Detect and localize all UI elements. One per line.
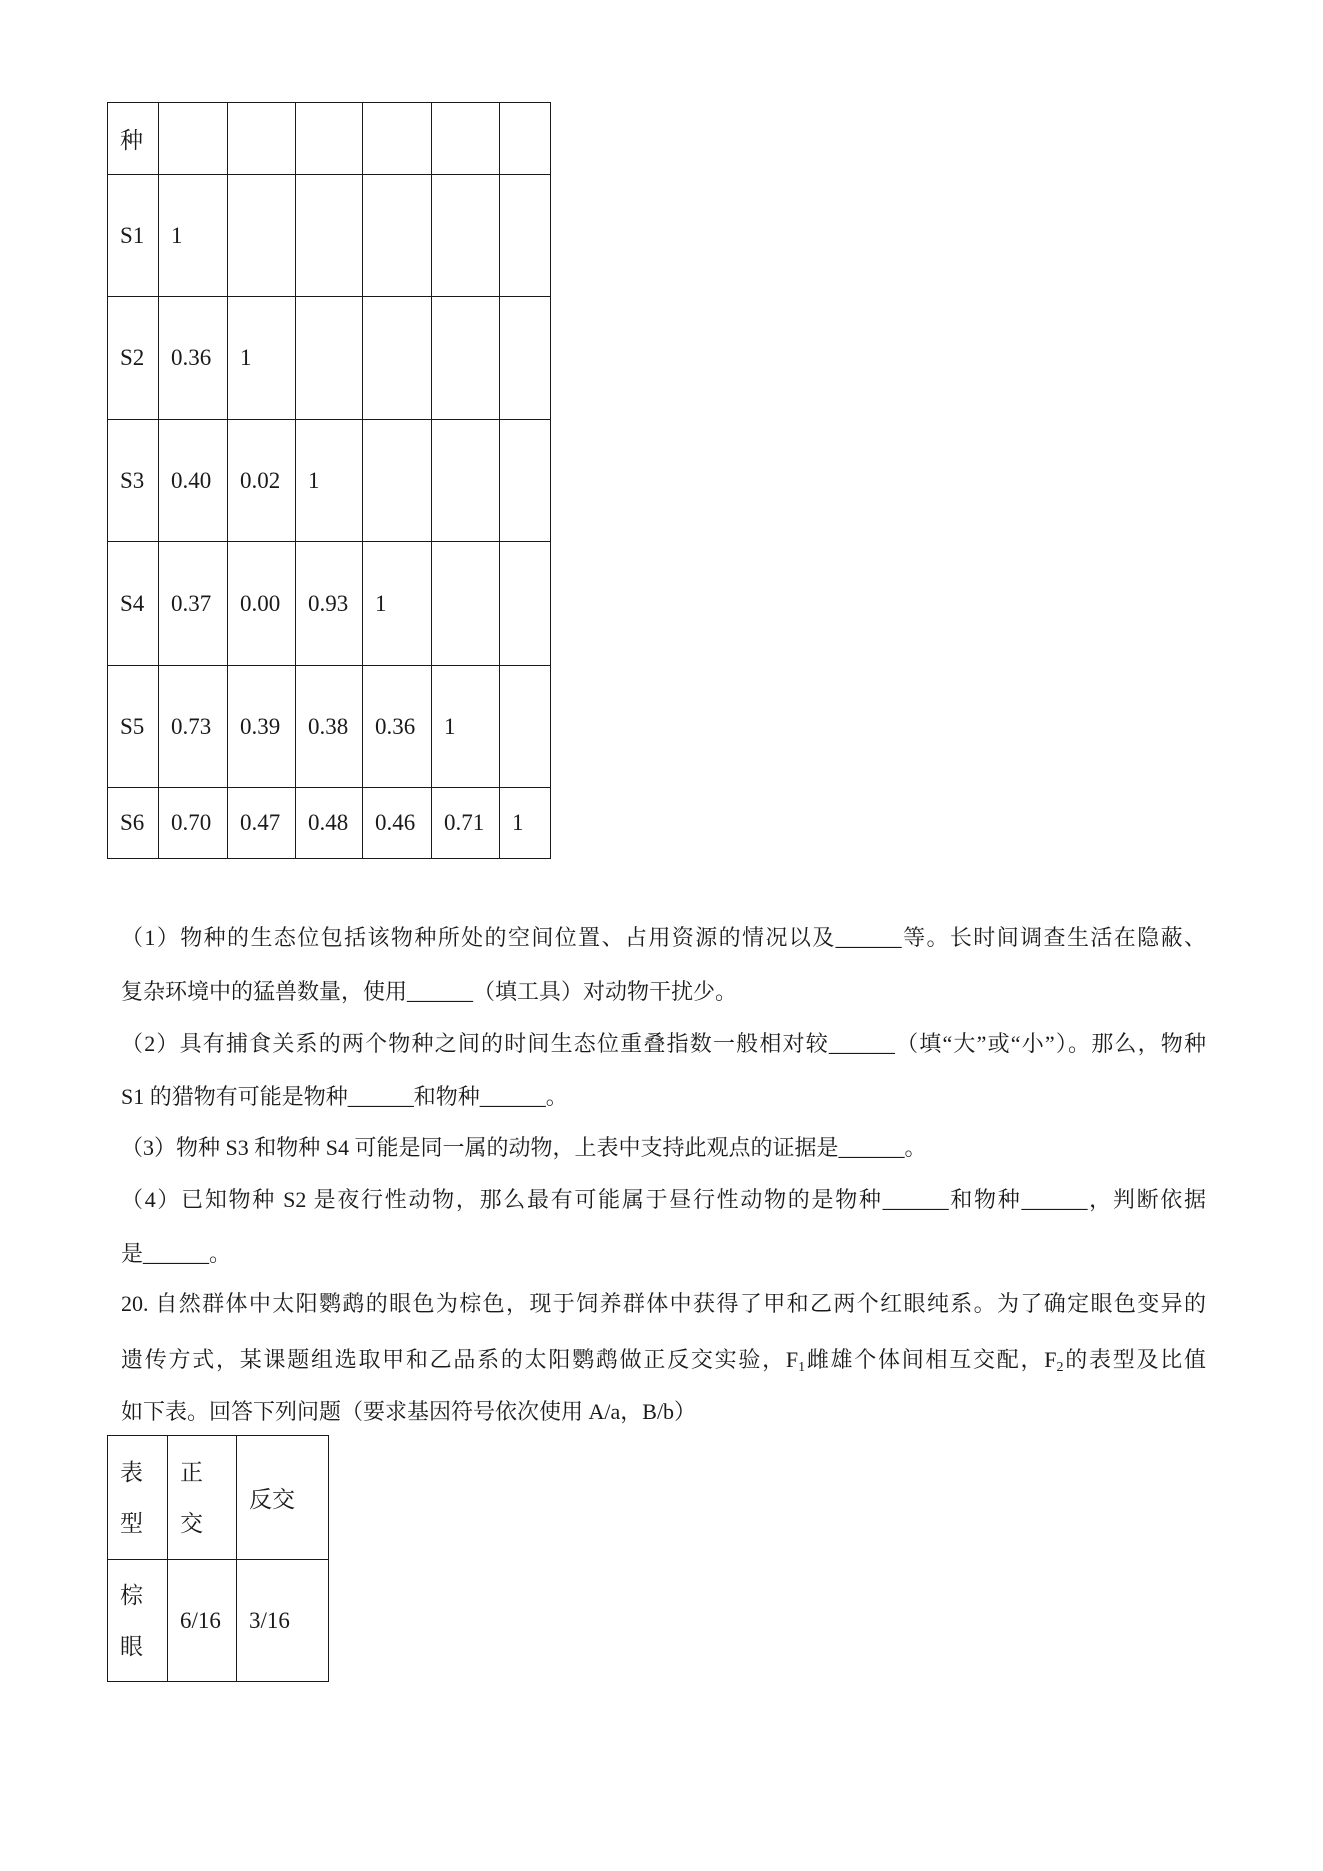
table-cell xyxy=(228,103,296,175)
species-cell: S6 xyxy=(108,788,159,859)
table-cell: 0.00 xyxy=(228,542,296,666)
header-reciprocal-forward-cell xyxy=(168,1436,237,1560)
table-cell: 1 xyxy=(432,666,500,788)
table-cell xyxy=(228,175,296,297)
table-cell: 1 xyxy=(296,420,363,542)
table-cell xyxy=(296,297,363,420)
table-cell xyxy=(363,103,432,175)
table-cell xyxy=(500,666,551,788)
table-cell: 0.36 xyxy=(363,666,432,788)
q20-line2-text-b: 雌雄个体间相互交配，F xyxy=(805,1347,1057,1372)
table-cell xyxy=(159,103,228,175)
reverse-cross-value: 3/16 xyxy=(237,1560,329,1682)
q19-part1-line2: 复杂环境中的猛兽数量，使用______（填工具）对动物干扰少。 xyxy=(121,979,738,1004)
table-cell: 0.38 xyxy=(296,666,363,788)
species-cell: S1 xyxy=(108,175,159,297)
phenotype-label: 棕眼 xyxy=(120,1582,143,1659)
table-cell xyxy=(432,420,500,542)
subscript-2: 2 xyxy=(1056,1360,1064,1375)
table-cell xyxy=(296,175,363,297)
table-cell xyxy=(432,175,500,297)
species-cell: S2 xyxy=(108,297,159,420)
header-forward-cross: 正交 xyxy=(180,1459,203,1536)
table-row xyxy=(108,1560,329,1682)
table-cell: 1 xyxy=(159,175,228,297)
q20-line2-text-c: 的表型及比值 xyxy=(1063,1347,1206,1372)
q20-line3: 如下表。回答下列问题（要求基因符号依次使用 A/a，B/b） xyxy=(121,1399,697,1424)
table-cell: 0.46 xyxy=(363,788,432,859)
table-cell: 0.40 xyxy=(159,420,228,542)
table-row xyxy=(108,542,551,666)
subscript-1: 1 xyxy=(798,1360,806,1375)
table-cell xyxy=(500,103,551,175)
table-cell xyxy=(363,420,432,542)
table-cell: 0.37 xyxy=(159,542,228,666)
table-cell xyxy=(432,297,500,420)
q19-part4-line1: （4）已知物种 S2 是夜行性动物，那么最有可能属于昼行性动物的是物种______和物种______，判断依据 xyxy=(121,1187,1206,1212)
q19-part1-line1: （1）物种的生态位包括该物种所处的空间位置、占用资源的情况以及______等。长时间调查生活在隐蔽、 xyxy=(121,925,1206,950)
table-cell: 0.48 xyxy=(296,788,363,859)
species-cell: S4 xyxy=(108,542,159,666)
table-cell xyxy=(363,175,432,297)
eye-color-table xyxy=(107,1435,329,1682)
table-row xyxy=(108,420,551,542)
table-cell: 0.47 xyxy=(228,788,296,859)
table-row xyxy=(108,175,551,297)
table-cell: 1 xyxy=(228,297,296,420)
table-cell xyxy=(432,103,500,175)
table-cell xyxy=(500,542,551,666)
table-cell: 0.02 xyxy=(228,420,296,542)
header-phenotype: 表型 xyxy=(120,1459,143,1536)
table-cell xyxy=(500,420,551,542)
table-cell xyxy=(363,297,432,420)
q19-part2-line2: S1 的猎物有可能是物种______和物种______。 xyxy=(121,1084,568,1109)
niche-overlap-table xyxy=(107,102,551,859)
phenotype-cell xyxy=(108,1560,168,1682)
table-cell: 0.36 xyxy=(159,297,228,420)
table-cell: 1 xyxy=(363,542,432,666)
table-cell: 0.93 xyxy=(296,542,363,666)
table-header-row xyxy=(108,1436,329,1560)
table-cell xyxy=(500,297,551,420)
forward-cross-value: 6/16 xyxy=(168,1560,237,1682)
q19-part3-line1: （3）物种 S3 和物种 S4 可能是同一属的动物，上表中支持此观点的证据是______。 xyxy=(121,1135,927,1160)
species-cell: S5 xyxy=(108,666,159,788)
table-cell xyxy=(432,542,500,666)
table-row xyxy=(108,666,551,788)
table-cell: 0.71 xyxy=(432,788,500,859)
q20-line2 xyxy=(121,1345,1206,1375)
table-cell: 0.70 xyxy=(159,788,228,859)
table-cell: 0.73 xyxy=(159,666,228,788)
table-cell xyxy=(500,175,551,297)
q19-part4-line2: 是______。 xyxy=(121,1241,232,1266)
header-phenotype-cell xyxy=(108,1436,168,1560)
table-cell xyxy=(296,103,363,175)
header-reciprocal-reverse-cell: 反交 xyxy=(237,1436,329,1560)
species-label-cell: 种 xyxy=(108,103,159,175)
q19-part2-line1: （2）具有捕食关系的两个物种之间的时间生态位重叠指数一般相对较______（填“大”或“小”）。那么，物种 xyxy=(121,1031,1206,1056)
table-header-row xyxy=(108,103,551,175)
table-row xyxy=(108,788,551,859)
q20-line2-text-a: 遗传方式，某课题组选取甲和乙品系的太阳鹦鹉做正反交实验，F xyxy=(121,1347,799,1372)
species-cell: S3 xyxy=(108,420,159,542)
table-row xyxy=(108,297,551,420)
q20-line1: 20. 自然群体中太阳鹦鹉的眼色为棕色，现于饲养群体中获得了甲和乙两个红眼纯系。为了确定眼色变异的 xyxy=(121,1291,1206,1316)
table-cell: 1 xyxy=(500,788,551,859)
table-cell: 0.39 xyxy=(228,666,296,788)
